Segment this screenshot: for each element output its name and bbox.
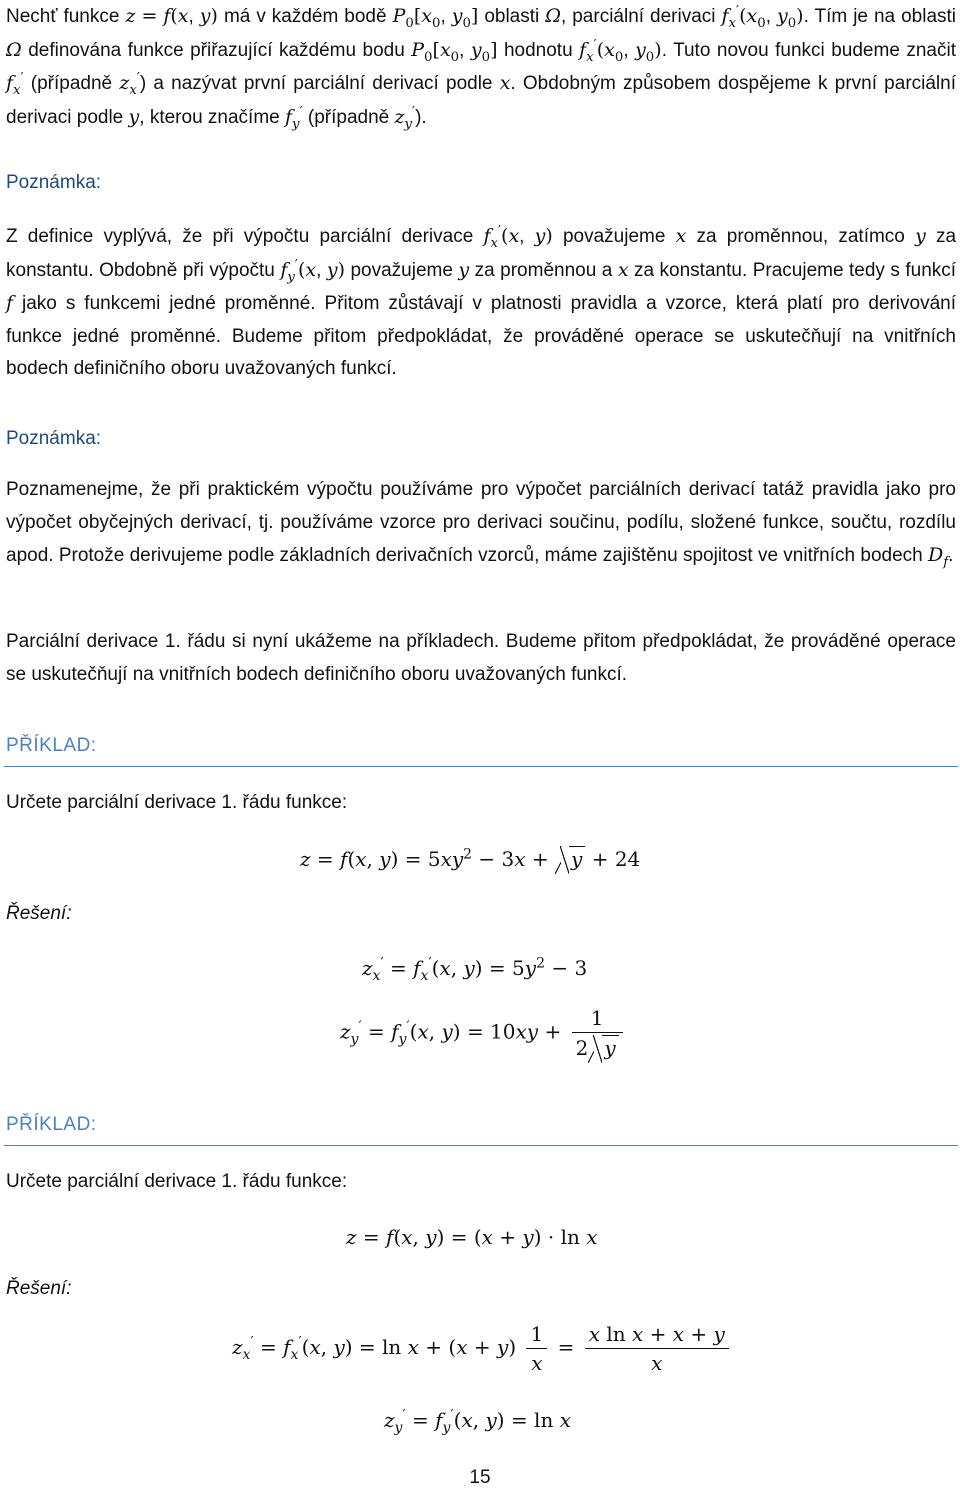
note-heading-2: Poznámka: <box>6 428 102 449</box>
example-task-2: Určete parciální derivace 1. řádu funkce: <box>6 1171 348 1192</box>
example-heading-2: PŘÍKLAD: <box>6 1114 97 1135</box>
example-function-2: z = f(x, y) = (x + y) · ln x <box>346 1225 598 1249</box>
derivative-x-2: $z_x' = f_x'(x$, y) = ln x + (x + y) $\frac{1}{x}$ = $\frac{\text{x ln x + x + y}}{x}$ <box>232 1322 733 1375</box>
example-function: z = f(x, $y) = 5xy^2 - 3x + y + 24$ <box>300 846 641 871</box>
examples-intro: Parciální derivace 1. řádu si nyní ukážeme na příkladech. Budeme přitom předpokládat, že prováděné operace se uskutečňují na vnitřních bodech definičního oboru uvažovaných funkcí. <box>6 631 956 685</box>
derivative-y: $z_y' = f_y'(x$, y) = 10xy + $\frac{1}{2 y}$ <box>340 1006 627 1060</box>
solution-heading-2: Řešení: <box>6 1278 72 1299</box>
derivative-y-2: $z_y' = f_y'(x$, y) = ln x <box>384 1407 571 1436</box>
example-heading: PŘÍKLAD: <box>6 735 97 756</box>
example-divider-2 <box>4 1145 958 1146</box>
derivative-x: $z_x' = f_x'(x$, $y) = 5y^2 - 3$ <box>362 955 588 984</box>
intro-paragraph: Nechť funkce z = f(x, y) má v každém bodě $P_0[x_0$, $y_0$] oblasti Ω, parciální derivaci $f_x'(x_0$, $y_0$). Tím je na oblasti Ω definována funkce přiřazující každému bodu $P_0[x_0$, $y_0$] hodnotu $f_x'(x_0$, $y_0$). Tuto novou funkci budeme značit $f_x'$ (případně $z_x'$) a nazývat první parciální derivací podle x. Obdobným způsobem dospějeme k první parciální derivaci podle y, kterou značíme $f_y'$ (případně $z_y'$). <box>6 3 957 132</box>
solution-heading: Řešení: <box>6 903 72 924</box>
example-divider <box>4 766 958 767</box>
example-task: Určete parciální derivace 1. řádu funkce: <box>6 792 348 813</box>
note-paragraph: Z definice vyplývá, že při výpočtu parciální derivace $f_x'(x$, y) považujeme x za proměnnou, zatímco y za konstantu. Obdobně při výpočtu $f_y'(x$, y) považujeme y za proměnnou a x za konstantu. Pracujeme tedy s funkcí f jako s funkcemi jedné proměnné. Přitom zůstávají v platnosti pravidla a vzorce, která platí pro derivování funkce jedné proměnné. Budeme přitom předpokládat, že prováděné operace se uskutečňují na vnitřních bodech definičního oboru uvažovaných funkcí. <box>6 223 957 380</box>
note-paragraph-2: Poznamenejme, že při praktickém výpočtu používáme pro výpočet parciálních derivací tatáž pravidla jako pro výpočet obyčejných derivací, tj. používáme vzorce pro derivaci součinu, podílu, složené funkce, součtu, rozdílu apod. Protože derivujeme podle základních derivačních vzorců, máme zajištěnu spojitost ve vnitřních bodech $D_f$. <box>6 479 956 570</box>
page-number: 15 <box>469 1467 491 1488</box>
note-heading: Poznámka: <box>6 172 102 193</box>
